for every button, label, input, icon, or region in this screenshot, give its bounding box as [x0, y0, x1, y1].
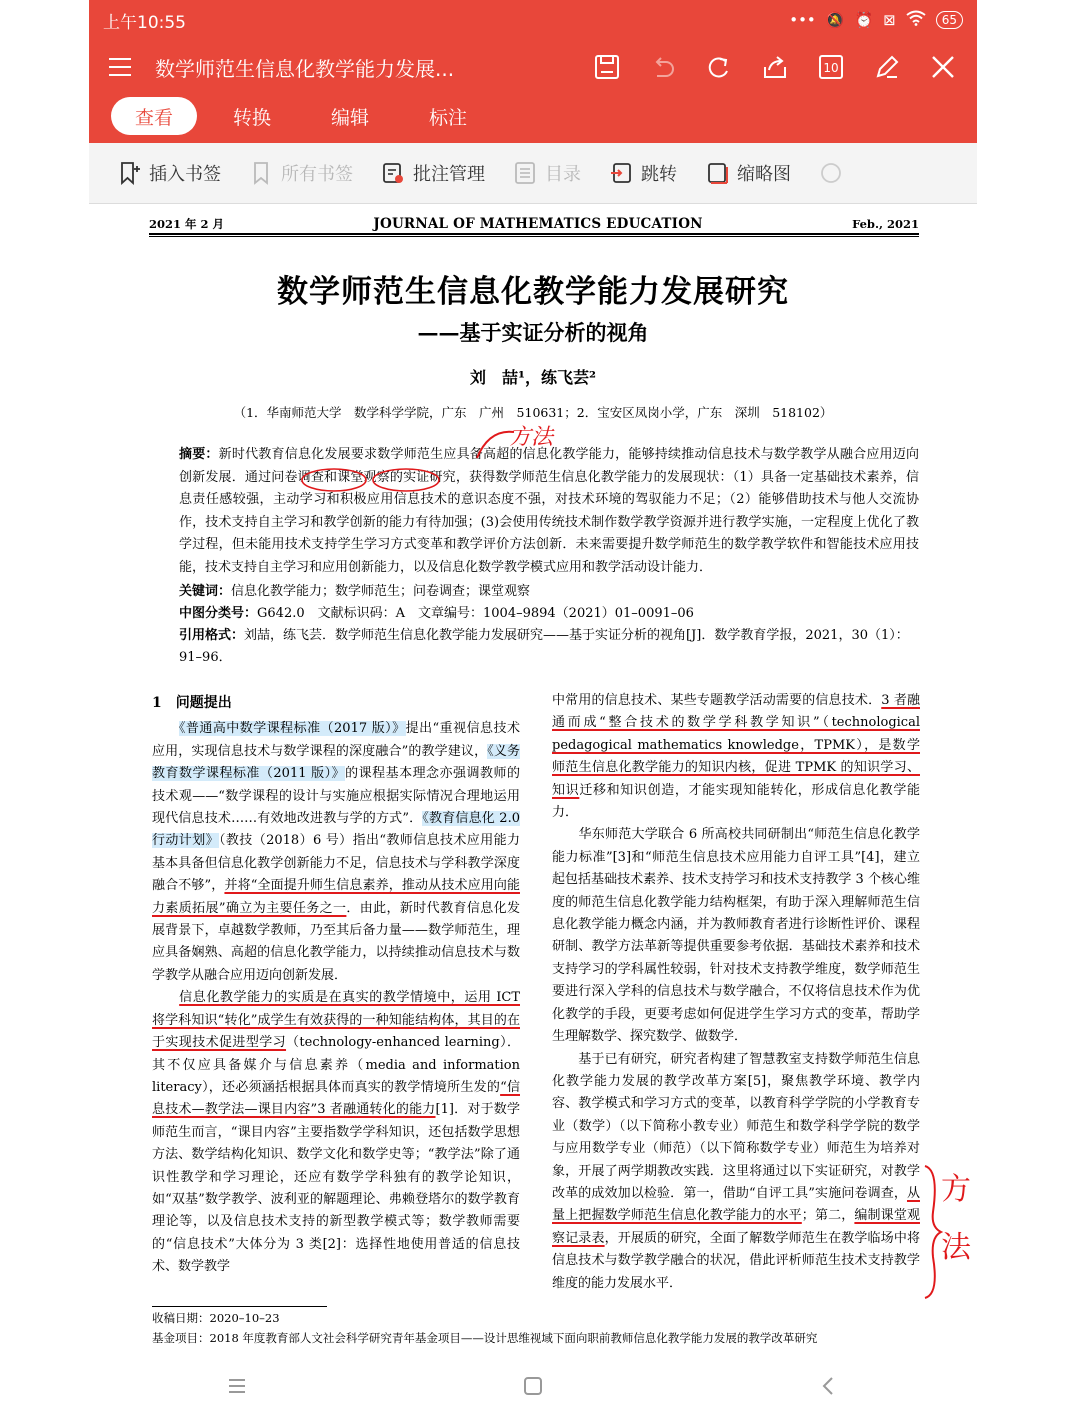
paragraph: 华东师范大学联合 6 所高校共同研制出“师范生信息化教学能力标准”[3]和“师范生信息技术应用能力自评工具”[4]，建立起包括基础技术素养、技术支持学习和技术支持教学 3 个核心维度的师范生信息化教学能力结构框架，有助于深入理解师范生信息化教学能力概念内涵，并为教师教育者进行诊断性评价、课程研制、教学方法革新等提供重要参考依据．基础技术素养和技术支持学习的学科属性较弱，针对技术支持教学维度，数学师范生要进行深入学科的信息技术与数学融合，不仅将信息技术作为优化教学的手段，更要考虑如何促进学生学习方式的变革，帮助学生理解数学、探究数学、做数学．: [552, 827, 920, 1045]
paper-title: 数学师范生信息化教学能力发展研究: [277, 274, 789, 310]
document-title: 数学师范生信息化教学能力发展...: [155, 56, 455, 81]
all-bookmarks-button[interactable]: 所有书签: [249, 160, 353, 186]
section-heading: 1 问题提出: [152, 695, 232, 711]
classification: 中图分类号：G642.0 文献标识码：A 文章编号：1004–9894（2021）01–0091–06: [179, 606, 694, 621]
more-tools-button[interactable]: [819, 161, 843, 185]
mute-icon: 🔕: [825, 11, 845, 29]
list-icon: [513, 161, 537, 185]
undo-button[interactable]: [647, 51, 679, 83]
edit-button[interactable]: [871, 51, 903, 83]
document-page[interactable]: [89, 204, 977, 1350]
page-icon: [817, 53, 845, 81]
jump-button[interactable]: 跳转: [609, 160, 677, 186]
abstract-text: 新时代教育信息化发展要求数学师范生应具备高超的信息化教学能力，能够持续推动信息技术与数学教学从融合应用迈向创新发展．通过问卷调查和课堂观察的实证研究，获得数学师范生信息化教学能力的发展现状：（1）具备一定基础技术素养，信息责任感较强，主动学习和积极应用信息技术的意识态度不强，对技术环境的驾驭能力不足；（2）能够借助技术与他人交流协作，技术支持自主学习和教学创新的能力有待加强；(3)会使用传统技术制作数学教学资源并进行教学实施，一定程度上优化了教学过程，但未能用技术支持学生学习方式变革和教学评价方法创新．未来需要提升数学师范生的数学教学软件和智能技术应用技能，技术支持自主学习和应用创新能力，以及信息化数学教学模式应用和教学活动设计能力．: [179, 447, 919, 575]
status-time: 上午10:55: [103, 12, 186, 33]
close-icon: [929, 53, 957, 81]
bookmark-add-icon: [117, 161, 141, 185]
share-button[interactable]: [759, 51, 791, 83]
header-rule-thin: [149, 236, 919, 237]
toc-button[interactable]: 目录: [513, 160, 581, 186]
back-icon: [818, 1375, 840, 1397]
handwritten-note-method: 方法: [509, 425, 554, 450]
paragraph: 《普通高中数学课程标准（2017 版）》提出“重视信息技术应用，实现信息技术与数学课程的深度融合”的教学建议，《义务教育数学课程标准（2011 版）》的课程基本理念亦强调教师的技术观——“数学课程的设计与实施应根据实际情况合理地运用现代信息技术……有效地改进教与学的方式”．《教育信息化 2.0 行动计划》（教技（2018）6 号）指出“教师信息技术应用能力基本具备但信息化教学创新能力不足，信息技术与学科教学深度融合不够”，并将“全面提升师生信息素养，推动从技术应用向能力素质拓展”确立为主要任务之一．由此，新时代教育信息化发展背景下，卓越数学教师，乃至其后备力量——数学师范生，理应具备娴熟、高超的信息化教学能力，以持续推动信息技术与数学教学从融合应用迈向创新发展．: [152, 721, 520, 983]
save-icon: [593, 53, 621, 81]
bookmark-icon: [249, 161, 273, 185]
view-toolbar: [89, 143, 977, 204]
sim-icon: ⊠: [883, 11, 896, 29]
paragraph: 中常用的信息技术、某些专题教学活动需要的信息技术．3 者融通而成“整合技术的数学学科教学知识”（technological pedagogical mathematics knowledge，TPMK），是数学师范生信息化教学能力的知识内核，促进 TPMK 的知识学习、知识迁移和知识创造，才能实现知能转化，形成信息化教学能力．: [552, 693, 920, 821]
status-bar: [103, 6, 963, 34]
paragraph: 基于已有研究，研究者构建了智慧教室支持数学师范生信息化教学能力发展的教学改革方案[5]，聚焦教学环境、教学内容、教学模式和学习方式的变革，以教育科学学院的小学教育专业（数学）（以下简称小教专业）师范生和数学科学学院的数学与应用数学专业（师范）（以下简称数学专业）师范生为培养对象，开展了两学期教改实践．这里将通过以下实证研究，对教学改革的成效加以检验．第一，借助“自评工具”实施问卷调查，从量上把握数学师范生信息化教学能力的水平；第二，编制课堂观察记录表，开展质的研究，全面了解数学师范生在教学临场中将信息技术与数学教学融合的状况，借此评析师范生技术支持教学维度的能力发展水平．: [552, 1051, 920, 1291]
annotation-icon: [381, 161, 405, 185]
top-bar: [89, 0, 977, 143]
header-rule: [149, 233, 919, 235]
journal-date-en: Feb., 2021: [852, 217, 919, 231]
body-column-right: [552, 690, 920, 1295]
received-date: 收稿日期：2020–10–23: [152, 1311, 280, 1325]
undo-icon: [649, 53, 677, 81]
insert-bookmark-button[interactable]: 插入书签: [117, 160, 221, 186]
loading-icon: [819, 161, 843, 185]
paper-affiliation: （1．华南师范大学 数学科学学院，广东 广州 510631；2．宝安区凤岗小学，广东 深圳 518102）: [233, 405, 833, 420]
alarm-icon: ⏰: [854, 11, 874, 29]
menu-button[interactable]: [109, 58, 155, 76]
annotation-circles: [301, 466, 441, 494]
tab-annotate[interactable]: 标注: [429, 107, 468, 129]
annotation-arrow: [459, 424, 519, 464]
footnotes: [152, 1308, 942, 1348]
paper-subtitle: ——基于实证分析的视角: [417, 320, 649, 345]
thumbnail-icon: [705, 161, 729, 185]
jump-icon: [609, 161, 633, 185]
redo-icon: [705, 53, 733, 81]
nav-menu-button[interactable]: [217, 1366, 257, 1406]
home-icon: [522, 1375, 544, 1397]
pen-icon: [873, 53, 901, 81]
tab-view[interactable]: 查看: [111, 97, 197, 135]
close-button[interactable]: [927, 51, 959, 83]
handwritten-note-method-side-1: 方: [941, 1172, 971, 1207]
paper-authors: 刘 喆¹，练飞芸²: [469, 368, 597, 387]
more-icon: •••: [789, 11, 816, 29]
system-nav-bar: [89, 1350, 977, 1422]
tab-edit[interactable]: 编辑: [331, 107, 370, 129]
citation: 引用格式：刘喆，练飞芸．数学师范生信息化教学能力发展研究——基于实证分析的视角[J]．数学教育学报，2021，30（1）：91–96．: [179, 628, 909, 665]
keywords: 关键词：信息化教学能力；数学师范生；问卷调查；课堂观察: [179, 584, 531, 599]
annotation-management-button[interactable]: 批注管理: [381, 160, 485, 186]
nav-home-button[interactable]: [513, 1366, 553, 1406]
paragraph: 信息化教学能力的实质是在真实的教学情境中，运用 ICT 将学科知识“转化”成学生有效获得的一种知能结构体，其目的在于实现技术促进型学习（technology-enhanced learning）．其不仅应具备媒介与信息素养（media and information literacy），还必须涵括根据具体而真实的教学情境所生发的“信息技术—教学法—课目内容”3 者融通转化的能力[1]．对于数学师范生而言，“课目内容”主要指数学学科知识，还包括数学思想方法、数学结构化知识、数学文化和数学史等；“教学法”除了通识性教学和学习理论，还应有数学学科独有的教学论知识，如“双基”数学教学、波利亚的解题理论、弗赖登塔尔的数学教育理论等，以及信息技术支持的新型教学模式等；数学教师需要的“信息技术”大体分为 3 类[2]：选择性地使用普适的信息技术、数学教学: [152, 990, 520, 1275]
mode-tabs: [111, 97, 491, 135]
reader-app: [89, 0, 977, 1422]
wifi-icon: [906, 10, 926, 30]
journal-date-cn: 2021 年 2 月: [149, 217, 225, 231]
share-icon: [761, 53, 789, 81]
journal-name: JOURNAL OF MATHEMATICS EDUCATION: [373, 216, 703, 232]
nav-back-button[interactable]: [809, 1366, 849, 1406]
body-column-left: [152, 692, 520, 1279]
abstract: 摘要：新时代教育信息化发展要求数学师范生应具备高超的信息化教学能力，能够持续推动信息技术与数学教学从融合应用迈向创新发展．通过问卷调查和课堂观察的实证研究，获得数学师范生信息化教学能力的发展现状：（1）具备一定基础技术素养，信息责任感较强，主动学习和积极应用信息技术的意识态度不强，对技术环境的驾驭能力不足；（2）能够借助技术与他人交流协作，技术支持自主学习和教学创新的能力有待加强；(3)会使用传统技术制作数学教学资源并进行教学实施，一定程度上优化了教学过程，但未能用技术支持学生学习方式变革和教学评价方法创新．未来需要提升数学师范生的数学教学软件和智能技术应用技能，技术支持自主学习和应用创新能力，以及信息化数学教学模式应用和教学活动设计能力．: [179, 447, 919, 575]
handwritten-note-method-side-2: 法: [941, 1230, 971, 1265]
page-number-button[interactable]: [815, 51, 847, 83]
thumbnail-button[interactable]: 缩略图: [705, 160, 791, 186]
page-number: 10: [823, 61, 839, 75]
menu-icon: [226, 1375, 248, 1397]
redo-button[interactable]: [703, 51, 735, 83]
save-button[interactable]: [591, 51, 623, 83]
funding: 基金项目：2018 年度教育部人文社会科学研究青年基金项目——设计思维视域下面向职前教师信息化教学能力发展的教学改革研究: [152, 1331, 818, 1345]
footnote-rule: [152, 1306, 327, 1307]
battery-icon: 65: [936, 11, 963, 29]
tab-convert[interactable]: 转换: [233, 107, 272, 129]
